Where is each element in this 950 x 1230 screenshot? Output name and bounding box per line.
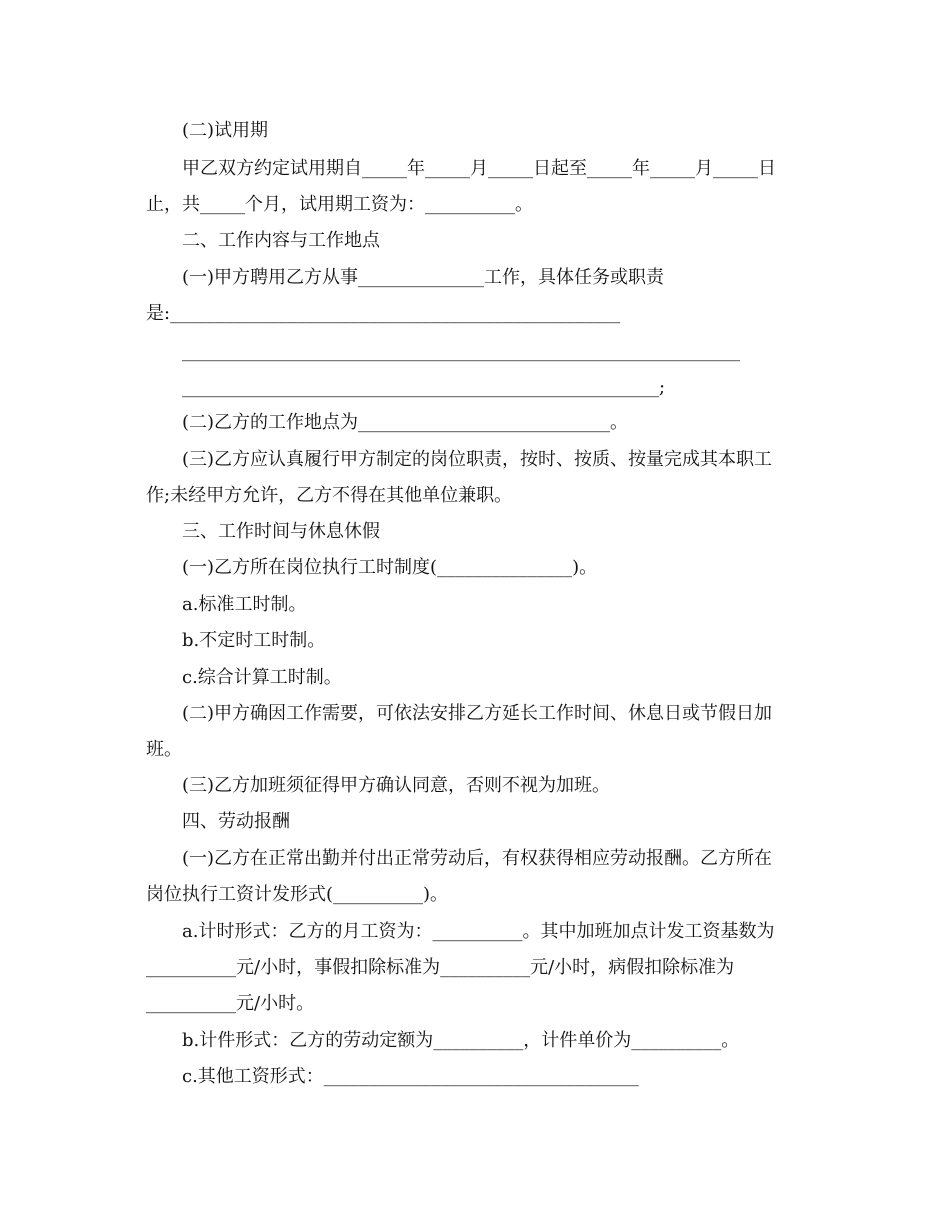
paragraph-line: 作;未经甲方允许，乙方不得在其他单位兼职。 bbox=[146, 485, 513, 506]
section-heading-probation: (二)试用期 bbox=[182, 120, 269, 141]
list-item: a.标准工时制。 bbox=[182, 594, 307, 615]
blank-fill-line: ______________________________________________________________ bbox=[182, 341, 740, 362]
blank-fill-line: _____________________________________________________; bbox=[182, 377, 666, 398]
paragraph-line: 岗位执行工资计发形式(__________)。 bbox=[146, 884, 449, 905]
list-item: b.不定时工时制。 bbox=[182, 630, 326, 651]
paragraph-line: (三)乙方加班须征得甲方确认同意，否则不视为加班。 bbox=[182, 775, 611, 796]
paragraph-line: 是:__________________________________________________ bbox=[146, 303, 621, 324]
paragraph-line: (一)乙方在正常出勤并付出正常劳动后，有权获得相应劳动报酬。乙方所在 bbox=[182, 848, 773, 869]
paragraph-line: (一)甲方聘用乙方从事______________工作，具体任务或职责 bbox=[182, 267, 665, 288]
paragraph-line: 班。 bbox=[146, 739, 182, 760]
section-heading-work-content: 二、工作内容与工作地点 bbox=[182, 230, 380, 251]
paragraph-line: (三)乙方应认真履行甲方制定的岗位职责，按时、按质、按量完成其本职工 bbox=[182, 449, 773, 470]
list-item: a.计时形式：乙方的月工资为：__________。其中加班加点计发工资基数为 bbox=[182, 921, 775, 942]
paragraph-line: (二)甲方确因工作需要，可依法安排乙方延长工作时间、休息日或节假日加 bbox=[182, 703, 773, 724]
section-heading-remuneration: 四、劳动报酬 bbox=[182, 811, 290, 832]
section-heading-working-hours: 三、工作时间与休息休假 bbox=[182, 521, 380, 542]
list-item: c.其他工资形式：___________________________________ bbox=[182, 1066, 639, 1087]
list-item: b.计件形式：乙方的劳动定额为__________，计件单价为__________。 bbox=[182, 1030, 740, 1051]
list-item: c.综合计算工时制。 bbox=[182, 667, 342, 688]
paragraph-line: __________元/小时。 bbox=[146, 993, 315, 1014]
paragraph-line: (二)乙方的工作地点为____________________________。 bbox=[182, 412, 629, 433]
paragraph-line: __________元/小时，事假扣除标准为__________元/小时，病假扣除标准为 bbox=[146, 957, 735, 978]
paragraph-line: 甲乙双方约定试用期自_____年_____月_____日起至_____年_____月_____日 bbox=[182, 158, 776, 179]
paragraph-line: 止，共_____个月，试用期工资为：__________。 bbox=[146, 194, 533, 215]
paragraph-line: (一)乙方所在岗位执行工时制度(_______________)。 bbox=[182, 557, 598, 578]
